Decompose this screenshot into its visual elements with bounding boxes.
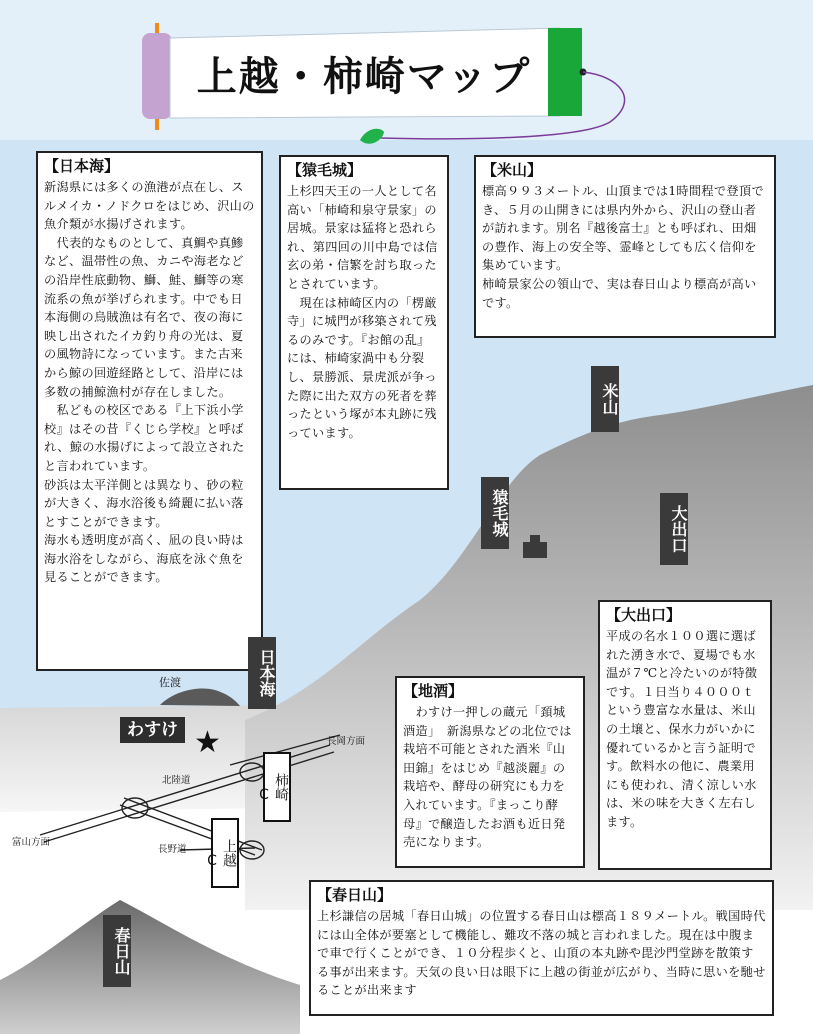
tag-sarugejo: 猿毛城 — [481, 477, 509, 549]
joetsu-ic-sign: 上越IC — [211, 818, 239, 888]
oodeguchi-body: 平成の名水１００選に選ばれた湧き水で、夏場でも水温が７℃と冷たいのが特徴です。１日当り４０００ｔという豊富な水量は、米山の土壌と、保水力がいかに優れているかと言う証明です。飲料水の他に、農業用にも使われ、清く涼しい水は、米の味を大きく左右します。 — [606, 629, 758, 829]
naganodo-label: 長野道 — [158, 844, 187, 855]
nihonkai-title: 【日本海】 — [44, 157, 120, 175]
yoneyama-title: 【米山】 — [482, 161, 543, 179]
hokurikudo-label: 北陸道 — [162, 775, 191, 786]
scroll-end — [548, 28, 582, 116]
tag-kasugayama: 春日山 — [103, 915, 131, 987]
kasugayama-mountain — [0, 900, 300, 1034]
scroll-roll — [142, 33, 172, 119]
oodeguchi-title: 【大出口】 — [606, 606, 682, 624]
sado-label: 佐渡 — [159, 676, 181, 689]
wasuke-star-icon: ★ — [194, 725, 221, 760]
sarugejo-title: 【猿毛城】 — [287, 161, 363, 179]
nihonkai-box — [36, 151, 263, 671]
kasugayama-box — [309, 880, 774, 1016]
toyama-label: 富山方面 — [12, 837, 51, 848]
nihonkai-body: 新潟県には多くの漁港が点在し、スルメイカ・ノドクロをはじめ、沢山の魚介類が水揚げされます。 代表的なものとして、真鯛や真鯵など、温帯性の魚、カニや海老などの沿岸性底動物、鰤、鮭、鰤等の寒流系の魚が挙げられます。中でも日本海側の烏賊漁は有名で、夜の海に映し出されたイカ釣り舟の光は、夏の風物詩になっています。また古来から鯨の回遊経路として、沿岸には多数の捕鯨漁村が存在しました。 私どもの校区である『上下浜小学校』はその昔『くじら学校』と呼ばれ、鯨の水揚げによって設立されたと言われています。 砂浜は太平洋側とは異なり、砂の粒が大きく、海水浴後も綺麗に払い落とすことができます。 海水も透明度が高く、凪の良い時は海水浴をしながら、海底を泳ぐ魚を見ることができます。 — [44, 180, 255, 585]
kasugayama-body: 上杉謙信の居城「春日山城」の位置する春日山は標高１８９メートル。戦国時代には山全体が要塞として機能し、難攻不落の城と言われました。現在は中腹まで車で行くことができ、１０分程歩くと、山頂の本丸跡や毘沙門堂跡を散策する事が出来ます。天気の良い日は眼下に上越の街並が広がり、当時に思いを馳せることが出来ます — [317, 909, 766, 998]
yoneyama-body: 標高９９３メートル、山頂までは1時間程で登頂でき、５月の山開きには県内外から、沢山の登山者が訪れます。別名『越後富士』とも呼ばれ、田畑の豊作、海上の安全等、霊峰としても広く信仰を集めています。 柿崎景家公の領山で、実は春日山より標高が高いです。 — [482, 184, 764, 310]
tag-oodeguchi: 大出口 — [660, 493, 688, 565]
jizake-title: 【地酒】 — [403, 682, 464, 700]
jizake-box — [395, 676, 585, 868]
nagaoka-label: 長岡方面 — [327, 736, 366, 747]
jizake-body: わすけ一押しの蔵元「頚城酒造」 新潟県などの北位では栽培不可能とされた酒米『山田錦』をはじめ『越淡麗』の栽培や、酵母の研究にも力を入れています。『まっこり酵母』で醸造したお酒も近日発売になります。 — [403, 705, 572, 850]
kasugayama-title: 【春日山】 — [317, 886, 393, 904]
tag-yoneyama: 米山 — [591, 366, 619, 432]
map-title: 上越・柿崎マップ — [196, 54, 532, 100]
castle-icon — [523, 542, 547, 558]
sarugejo-box — [279, 155, 449, 490]
tag-nihonkai: 日本海 — [248, 637, 276, 709]
wasuke-label: わすけ — [120, 717, 185, 743]
yoneyama-box — [474, 155, 776, 338]
kakizaki-ic-sign: 柿崎IC — [263, 752, 291, 822]
oodeguchi-box — [598, 600, 772, 870]
sarugejo-body: 上杉四天王の一人として名高い「柿崎和泉守景家」の居城。景家は猛将と恐れられ、第四回の川中島では信玄の弟・信繁を討ち取ったとされています。 現在は柿崎区内の「楞厳寺」に城門が移築されて残るのみです。『お館の乱』には、柿崎家渦中も分裂し、景勝派、景虎派が争った際に出た双方の死者を葬ったという塚が本丸跡に残っています。 — [287, 184, 438, 440]
